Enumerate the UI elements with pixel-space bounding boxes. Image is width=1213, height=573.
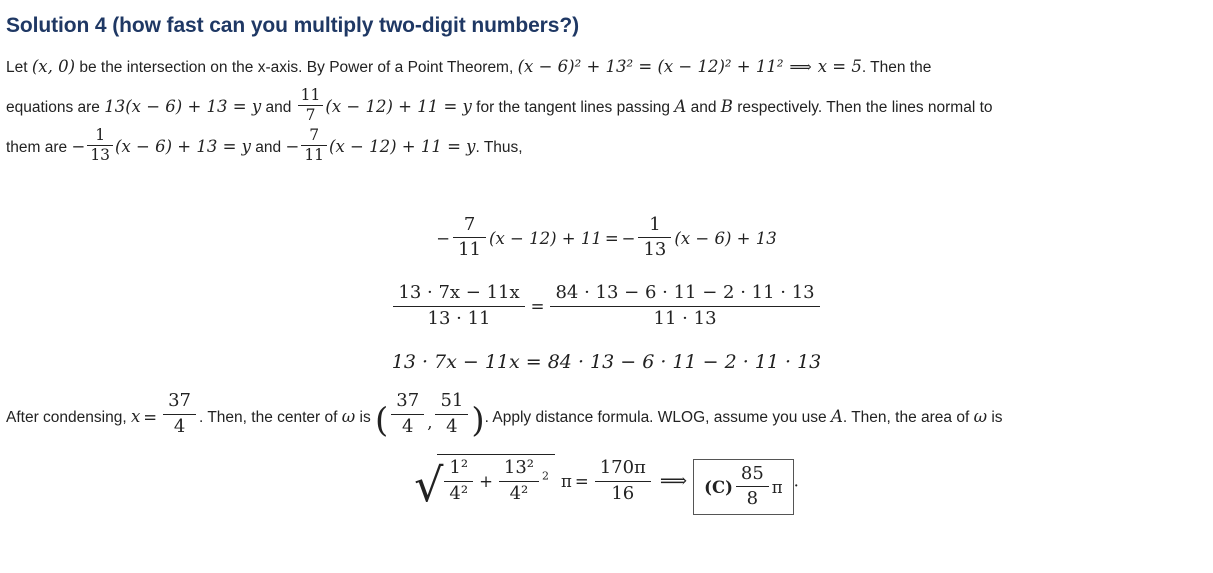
math-tangent-eq-a: 13(x − 6) + 13 = y <box>104 96 262 116</box>
fraction-denominator: 4² <box>499 481 539 505</box>
fraction-numerator: 85 <box>740 462 764 484</box>
fraction-37-over-4 <box>163 391 196 437</box>
text-equations-are: equations are <box>6 98 105 116</box>
radical-exponent: 2 <box>542 469 550 483</box>
fraction-13sq-over-4sq <box>499 458 539 504</box>
fraction-denominator: 16 <box>595 481 651 505</box>
text-is: is <box>355 409 376 427</box>
fraction-denominator: 8 <box>736 486 769 510</box>
eq2-rhs-fraction <box>550 283 819 329</box>
eq1-lhs-rest: (x − 12) + 11 <box>489 228 602 248</box>
math-x-var: x <box>130 407 141 427</box>
plus-sign: + <box>479 472 493 492</box>
fraction-numerator: 7 <box>463 213 476 235</box>
fraction-numerator: 13 · 7x − 11x <box>398 282 520 304</box>
text-for-tangent: for the tangent lines passing <box>471 98 675 116</box>
eq3-expression: 13 · 7x − 11x = 84 · 13 − 6 · 11 − 2 · 11 · 13 <box>391 351 822 374</box>
text-and-3: and <box>251 138 286 156</box>
text-is-2: is <box>987 409 1003 427</box>
display-equation-final <box>0 454 1213 515</box>
paragraph-intro-line3 <box>6 127 1213 167</box>
fraction-1-over-13 <box>87 127 113 165</box>
fraction-denominator: 4 <box>391 414 424 438</box>
page-title: Solution 4 (how fast can you multiply two-digit numbers?) <box>6 14 579 37</box>
fraction-numerator: 1² <box>449 457 469 479</box>
eq1-rhs-rest: (x − 6) + 13 <box>674 228 777 248</box>
math-label-a-2: A <box>830 407 843 427</box>
radical-body <box>437 454 555 506</box>
center-coord-x <box>391 391 424 437</box>
fraction-denominator: 4 <box>163 414 196 438</box>
paragraph-after-condensing <box>6 391 1213 440</box>
math-normal-eq-a: (x − 6) + 13 = y <box>115 136 251 156</box>
fraction-denominator: 7 <box>298 105 324 124</box>
eq1-lhs-fraction <box>453 215 486 261</box>
fraction-denominator: 4 <box>435 414 468 438</box>
paragraph-intro-line2 <box>6 87 1213 127</box>
fraction-numerator: 13² <box>503 457 535 479</box>
fraction-numerator: 11 <box>300 86 321 104</box>
radical-sign-icon: √ <box>414 457 444 512</box>
eq1-equals: = <box>604 228 619 248</box>
fraction-numerator: 170π <box>599 456 646 478</box>
eq1-rhs-sign: − <box>621 228 636 248</box>
text-then-area: . Then, the area of <box>842 409 974 427</box>
eq2-lhs-fraction <box>393 283 524 329</box>
fraction-numerator: 1 <box>649 213 661 235</box>
solution-page <box>0 14 1213 573</box>
text-then-the: . Then the <box>861 59 932 76</box>
fraction-85-over-8 <box>736 464 769 510</box>
fraction-denominator: 11 <box>301 145 327 164</box>
fraction-denominator: 11 <box>453 237 486 261</box>
coord-comma: , <box>427 413 433 433</box>
display-equation-1 <box>0 215 1213 261</box>
text-thus: . Thus, <box>475 138 523 156</box>
implies-arrow-1: ⟹ <box>789 58 812 76</box>
fraction-denominator: 13 · 11 <box>393 306 524 330</box>
pi-symbol: π <box>561 471 572 491</box>
answer-choice-label: (C) <box>704 477 733 497</box>
math-x-equals-5: x = 5 <box>817 57 862 76</box>
fraction-1sq-over-4sq <box>444 458 473 504</box>
text-then-center: . Then, the center of <box>199 409 342 427</box>
math-minus-sign-2: − <box>285 136 300 156</box>
text-intersection: be the intersection on the x-axis. By Power of a Point Theorem, <box>75 59 518 76</box>
math-equals-sign: = <box>143 407 158 427</box>
fraction-denominator: 13 <box>87 145 113 164</box>
text-after-condensing: After condensing, <box>6 409 131 427</box>
answer-box <box>693 459 794 515</box>
final-equals: = <box>574 471 589 491</box>
display-equation-2 <box>0 283 1213 329</box>
fraction-7-over-11 <box>301 127 327 165</box>
text-and-1: and <box>261 98 296 116</box>
paragraph-intro-line1 <box>6 48 1213 87</box>
display-equation-3 <box>0 351 1213 373</box>
math-omega-1: ω <box>341 407 356 427</box>
center-coord-y <box>435 391 468 437</box>
fraction-numerator: 7 <box>309 125 320 144</box>
left-paren: ( <box>375 401 389 442</box>
text-let: Let <box>6 59 32 76</box>
math-minus-sign-1: − <box>71 136 86 156</box>
fraction-numerator: 51 <box>440 390 464 412</box>
fraction-denominator: 11 · 13 <box>550 306 819 330</box>
text-apply-distance: . Apply distance formula. WLOG, assume you use <box>484 409 831 427</box>
fraction-numerator: 37 <box>168 390 191 412</box>
eq2-equals: = <box>530 296 545 316</box>
implies-arrow-2: ⟹ <box>659 469 688 492</box>
fraction-numerator: 37 <box>396 390 420 412</box>
math-tangent-eq-b: (x − 12) + 11 = y <box>325 96 472 116</box>
math-point-x0: (x, 0) <box>31 57 76 76</box>
eq1-rhs-fraction <box>638 215 671 261</box>
eq1-lhs-sign: − <box>436 228 451 248</box>
fraction-numerator: 84 · 13 − 6 · 11 − 2 · 11 · 13 <box>555 282 815 304</box>
answer-pi-symbol: π <box>771 477 783 497</box>
math-normal-eq-b: (x − 12) + 11 = y <box>329 136 476 156</box>
math-power-of-point: (x − 6)² + 13² = (x − 12)² + 11² <box>517 57 784 76</box>
right-paren: ) <box>471 401 485 442</box>
fraction-denominator: 4² <box>444 481 473 505</box>
fraction-denominator: 13 <box>638 237 671 261</box>
text-them-are: them are <box>6 138 72 156</box>
math-omega-2: ω <box>973 407 988 427</box>
text-respectively: respectively. Then the lines normal to <box>732 98 993 116</box>
final-period: . <box>793 471 799 491</box>
math-label-a: A <box>674 96 687 116</box>
fraction-170pi-over-16 <box>595 458 651 504</box>
text-and-2: and <box>686 98 721 116</box>
fraction-numerator: 1 <box>95 125 106 144</box>
math-label-b: B <box>720 96 733 116</box>
fraction-11-over-7 <box>298 87 324 125</box>
